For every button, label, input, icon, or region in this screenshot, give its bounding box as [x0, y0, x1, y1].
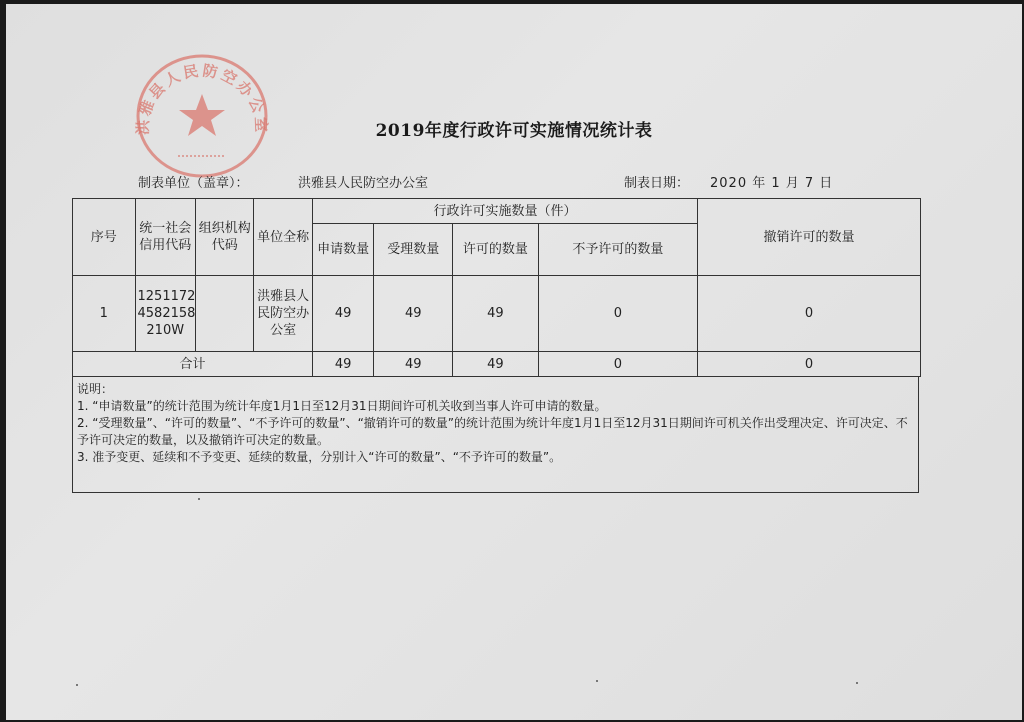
note-item-1: 1. “申请数量”的统计范围为统计年度1月1日至12月31日期间许可机关收到当事人许可申请的数量。 — [77, 399, 607, 413]
speck — [596, 680, 598, 682]
notes-section — [72, 377, 919, 493]
header-permitted: 许可的数量 — [453, 224, 539, 276]
cell-applied: 49 — [312, 276, 374, 352]
unit-label: 制表单位（盖章）： — [138, 176, 249, 191]
speck — [198, 498, 200, 500]
header-accepted: 受理数量 — [374, 224, 453, 276]
statistics-table — [72, 198, 921, 377]
total-label: 合计 — [73, 352, 313, 377]
cell-unit-name: 洪雅县人民防空办公室 — [254, 276, 312, 352]
unit-value: 洪雅县人民防空办公室 — [298, 176, 429, 191]
total-accepted: 49 — [374, 352, 453, 377]
official-seal — [128, 46, 276, 178]
header-unit-name: 单位全称 — [254, 199, 312, 276]
cell-revoked: 0 — [698, 276, 921, 352]
speck — [856, 682, 858, 684]
cell-accepted: 49 — [374, 276, 453, 352]
header-revoked: 撤销许可的数量 — [698, 199, 921, 276]
date-value: 2020 年 1 月 7 日 — [710, 176, 834, 191]
seal-text: 洪雅县人民防空办公室 — [133, 61, 271, 136]
header-applied: 申请数量 — [312, 224, 374, 276]
header-permit-count-group: 行政许可实施数量（件） — [312, 199, 697, 224]
speck — [76, 684, 78, 686]
header-serial: 序号 — [73, 199, 136, 276]
table-row — [73, 276, 921, 352]
cell-denied: 0 — [538, 276, 697, 352]
notes-heading: 说明： — [77, 382, 114, 396]
total-revoked: 0 — [698, 352, 921, 377]
cell-org-code — [195, 276, 253, 352]
document-page — [6, 4, 1022, 720]
total-row — [73, 352, 921, 377]
cell-serial: 1 — [73, 276, 136, 352]
date-label: 制表日期： — [624, 176, 690, 191]
total-permitted: 49 — [453, 352, 539, 377]
total-denied: 0 — [538, 352, 697, 377]
note-item-3: 3. 准予变更、延续和不予变更、延续的数量，分别计入“许可的数量”、“不予许可的数量”。 — [77, 450, 562, 464]
note-item-2: 2. “受理数量”、“许可的数量”、“不予许可的数量”、“撤销许可的数量”的统计范围为统计年度1月1日至12月31日期间许可机关作出受理决定、许可决定、不予许可决定的数量，以及撤销许可决定的数量。 — [77, 416, 908, 447]
header-denied: 不予许可的数量 — [538, 224, 697, 276]
header-credit-code: 统一社会信用代码 — [135, 199, 195, 276]
cell-permitted: 49 — [453, 276, 539, 352]
cell-credit-code: 1251172 4582158 210W — [135, 276, 195, 352]
header-org-code: 组织机构代码 — [195, 199, 253, 276]
total-applied: 49 — [312, 352, 374, 377]
page-title: 2019年度行政许可实施情况统计表 — [375, 121, 653, 141]
